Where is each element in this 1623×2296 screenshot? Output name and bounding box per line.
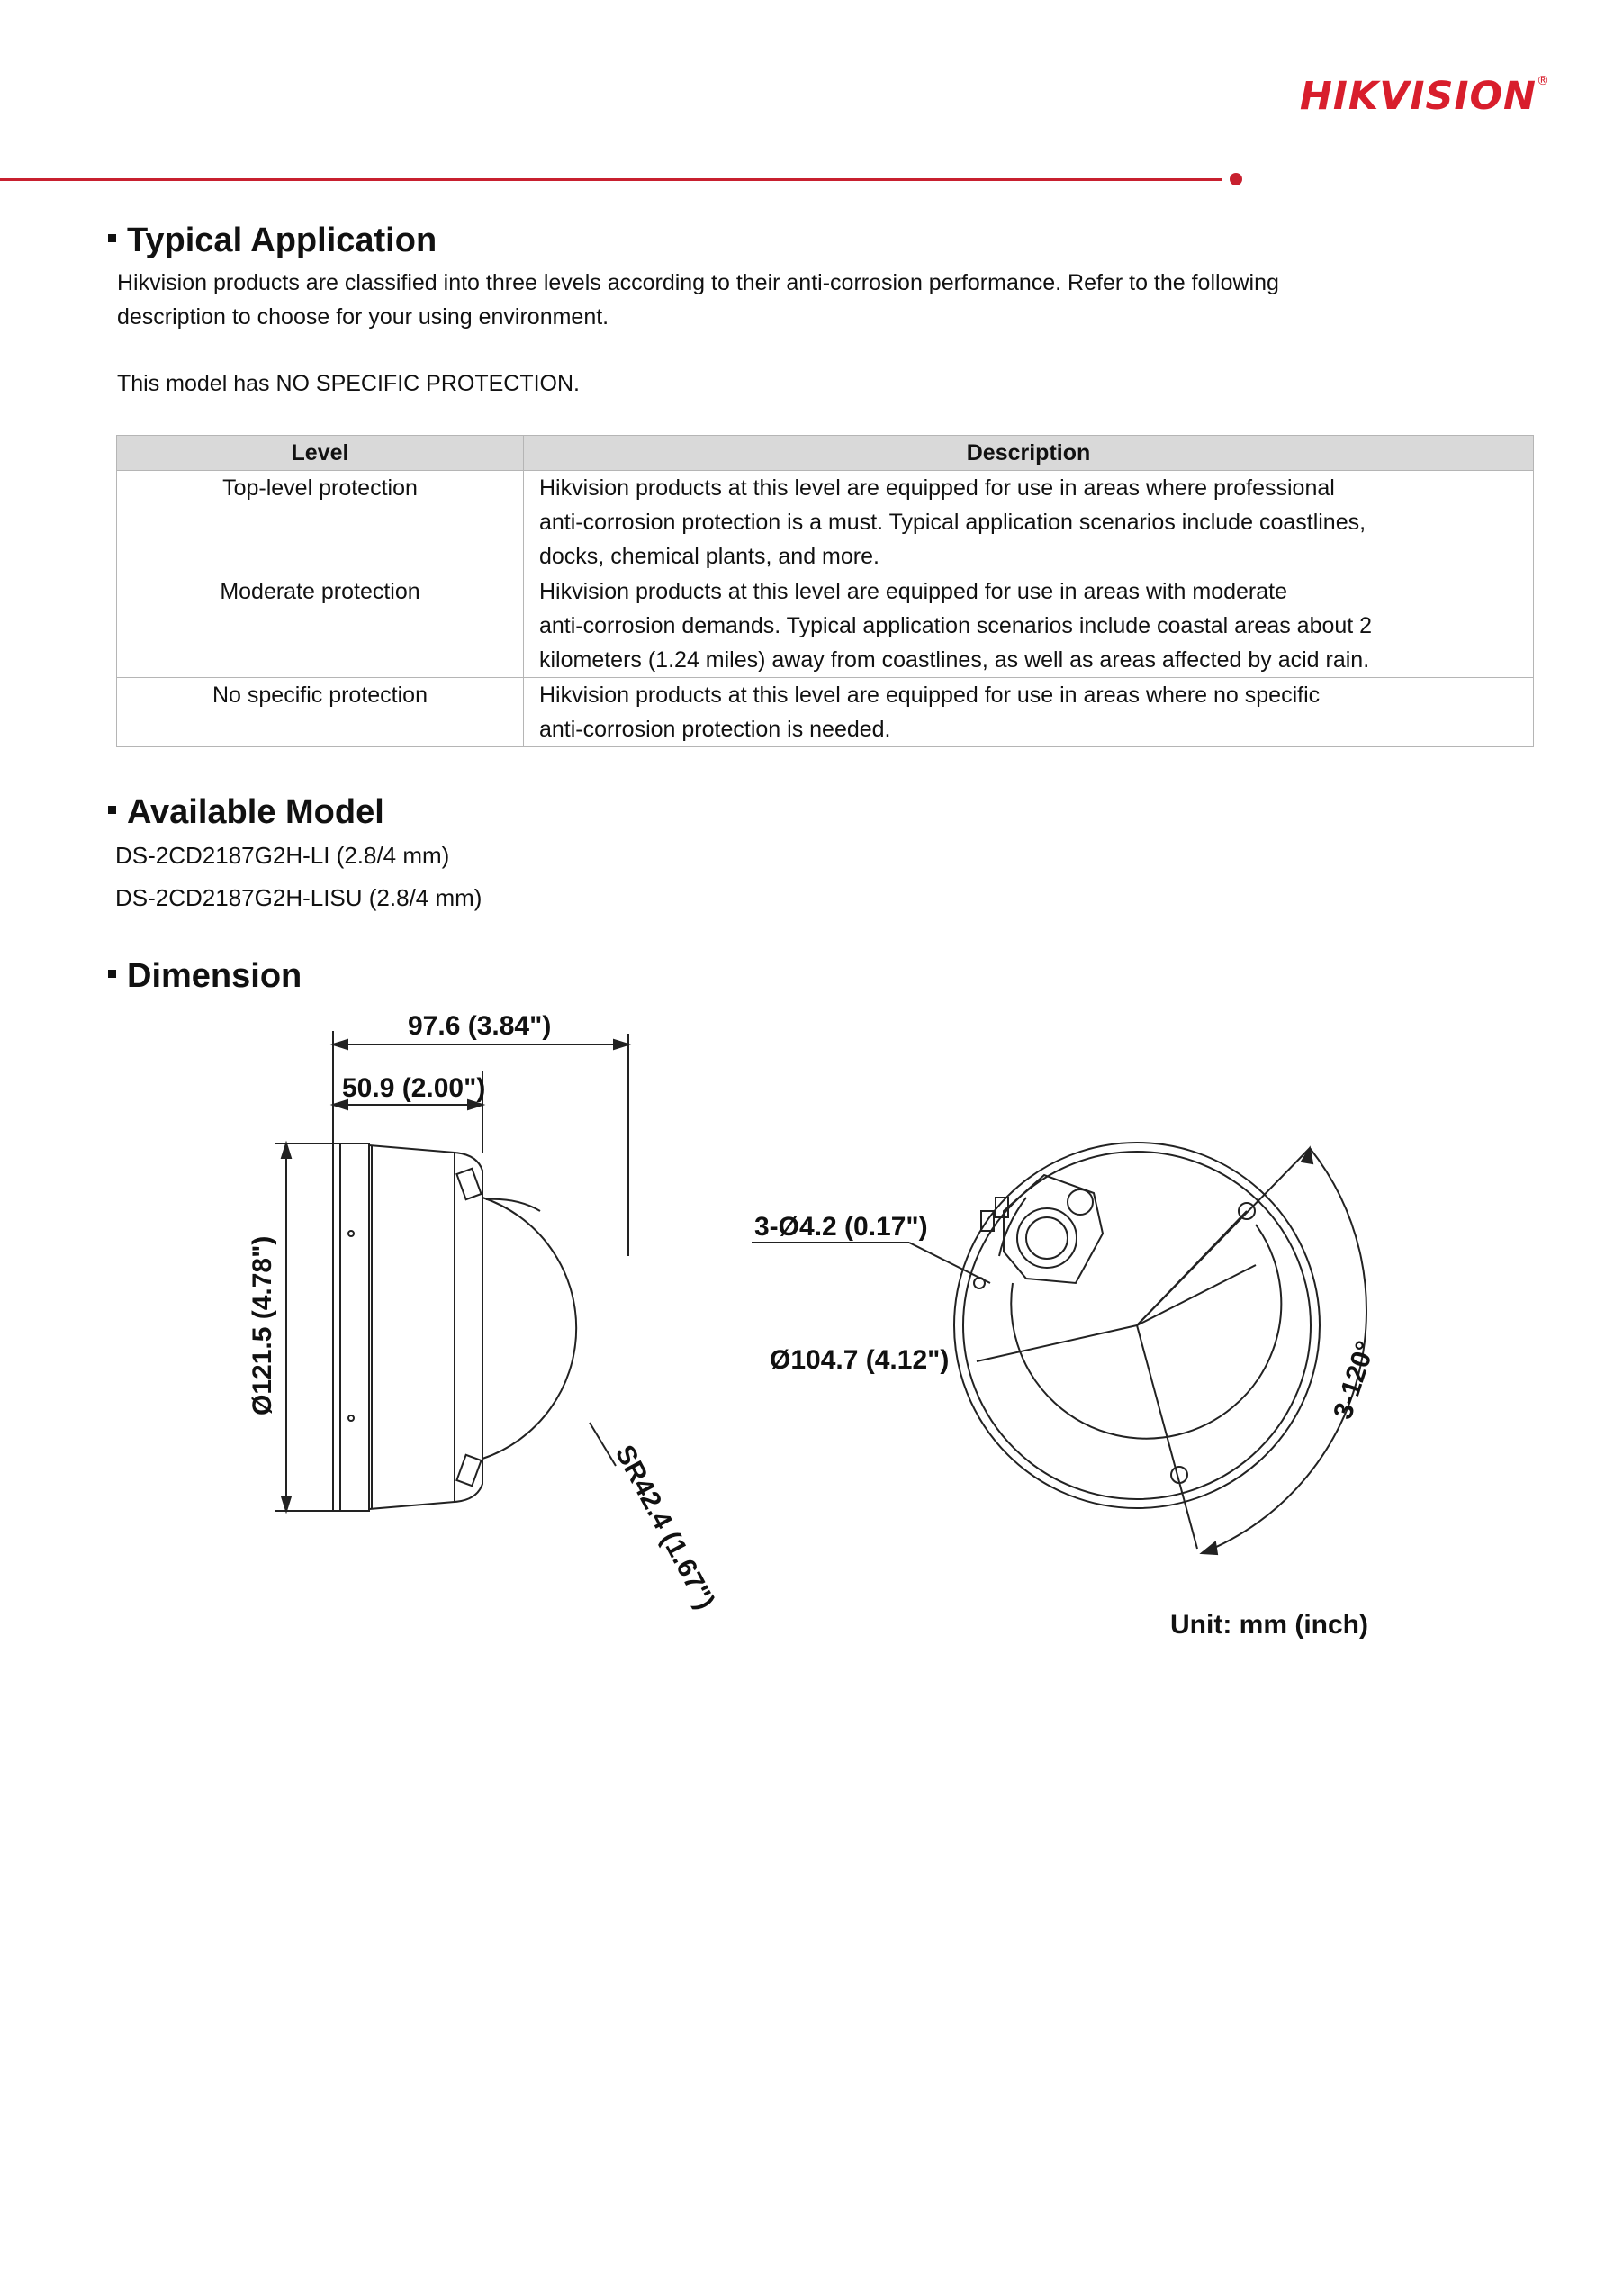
dimension-heading: Dimension: [108, 957, 302, 996]
overall-depth-label: 97.6 (3.84"): [408, 1011, 552, 1041]
description-line: anti-corrosion demands. Typical application scenarios include coastal areas about 2: [539, 613, 1373, 638]
description-line: anti-corrosion protection is a must. Typical application scenarios include coastlines,: [539, 510, 1366, 535]
dome-radius-label: SR42.4 (1.67"): [609, 1440, 721, 1614]
description-column-header: Description: [524, 436, 1534, 471]
model-item: DS-2CD2187G2H-LISU (2.8/4 mm): [115, 884, 482, 911]
description-line: Hikvision products at this level are equipped for use in areas where professional: [539, 475, 1335, 501]
description-line: Hikvision products at this level are equipped for use in areas with moderate: [539, 579, 1287, 604]
hikvision-logo: HIKVISION®: [1299, 74, 1550, 119]
typical-application-heading: Typical Application: [108, 221, 437, 260]
unit-label: Unit: mm (inch): [1170, 1610, 1368, 1640]
description-line: Hikvision products at this level are equipped for use in areas where no specific: [539, 682, 1321, 708]
level-cell: Top-level protection: [117, 471, 524, 574]
model-item: DS-2CD2187G2H-LI (2.8/4 mm): [115, 842, 450, 869]
description-line: docks, chemical plants, and more.: [539, 544, 879, 569]
level-cell: Moderate protection: [117, 574, 524, 678]
hole-circle-label: Ø104.7 (4.12"): [770, 1345, 950, 1375]
hole-angle-label: 3-120°: [1328, 1337, 1382, 1424]
level-cell: No specific protection: [117, 678, 524, 747]
description-line: anti-corrosion protection is needed.: [539, 717, 891, 742]
level-column-header: Level: [117, 436, 524, 471]
description-line: kilometers (1.24 miles) away from coastlines, as well as areas affected by acid rain.: [539, 647, 1370, 673]
model-protection-note: This model has NO SPECIFIC PROTECTION.: [117, 371, 580, 396]
base-diameter-label: Ø121.5 (4.78"): [248, 1235, 277, 1415]
hole-diameter-label: 3-Ø4.2 (0.17"): [754, 1212, 928, 1242]
intro-line-2: description to choose for your using environment.: [117, 304, 609, 330]
intro-line-1: Hikvision products are classified into three levels according to their anti-corrosion performance. Refer to the following: [117, 270, 1279, 295]
base-depth-label: 50.9 (2.00"): [342, 1073, 486, 1103]
available-model-heading: Available Model: [108, 793, 384, 832]
